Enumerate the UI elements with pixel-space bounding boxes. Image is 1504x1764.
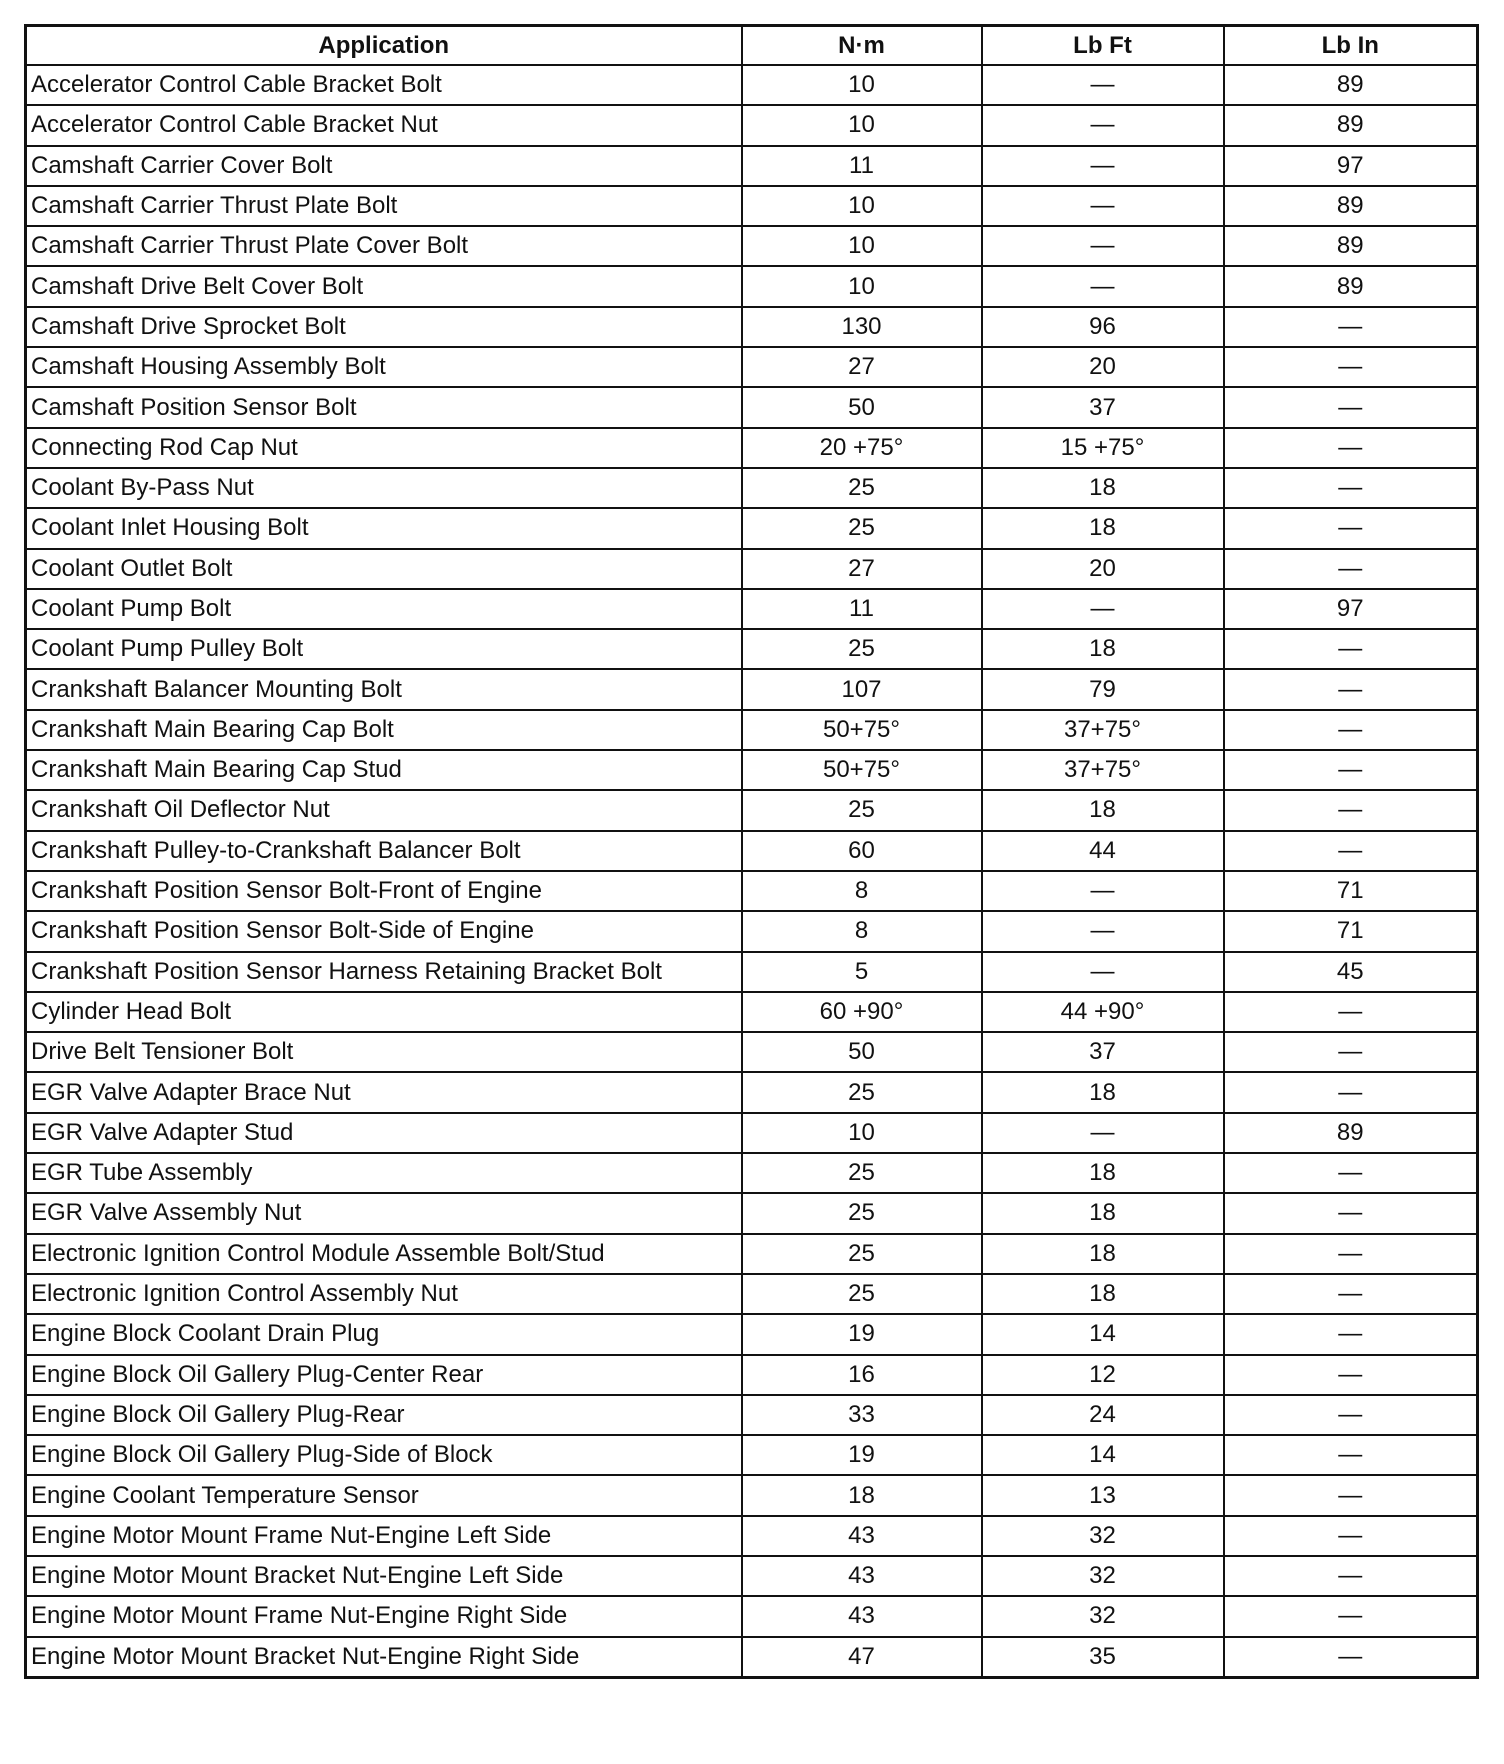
pound-feet-cell: —: [982, 266, 1224, 306]
pound-inches-cell: —: [1224, 1314, 1478, 1354]
pound-feet-cell: —: [982, 226, 1224, 266]
table-row: [26, 1556, 1478, 1596]
newton-meters-cell: 10: [742, 186, 982, 226]
pound-feet-cell: 96: [982, 307, 1224, 347]
application-cell: Crankshaft Main Bearing Cap Stud: [26, 750, 742, 790]
pound-feet-cell: —: [982, 911, 1224, 951]
pound-feet-cell: 44: [982, 831, 1224, 871]
pound-feet-cell: —: [982, 871, 1224, 911]
newton-meters-cell: 25: [742, 468, 982, 508]
pound-inches-cell: —: [1224, 750, 1478, 790]
pound-inches-cell: 89: [1224, 105, 1478, 145]
pound-inches-cell: —: [1224, 1516, 1478, 1556]
table-row: [26, 1355, 1478, 1395]
table-row: [26, 992, 1478, 1032]
pound-feet-cell: 18: [982, 790, 1224, 830]
application-cell: Coolant Outlet Bolt: [26, 549, 742, 589]
pound-inches-cell: —: [1224, 790, 1478, 830]
pound-inches-cell: —: [1224, 1274, 1478, 1314]
table-row: [26, 1113, 1478, 1153]
pound-inches-cell: —: [1224, 669, 1478, 709]
newton-meters-cell: 19: [742, 1314, 982, 1354]
pound-inches-cell: 89: [1224, 186, 1478, 226]
pound-feet-cell: 79: [982, 669, 1224, 709]
pound-inches-cell: —: [1224, 428, 1478, 468]
table-row: [26, 307, 1478, 347]
newton-meters-cell: 50+75°: [742, 750, 982, 790]
pound-feet-cell: —: [982, 146, 1224, 186]
table-row: [26, 710, 1478, 750]
table-row: [26, 549, 1478, 589]
application-cell: Electronic Ignition Control Assembly Nut: [26, 1274, 742, 1314]
table-row: [26, 952, 1478, 992]
pound-inches-cell: —: [1224, 387, 1478, 427]
newton-meters-cell: 25: [742, 1274, 982, 1314]
application-cell: Electronic Ignition Control Module Assemble Bolt/Stud: [26, 1234, 742, 1274]
application-cell: EGR Valve Adapter Stud: [26, 1113, 742, 1153]
application-cell: Crankshaft Position Sensor Harness Retaining Bracket Bolt: [26, 952, 742, 992]
newton-meters-cell: 27: [742, 549, 982, 589]
table-row: [26, 1475, 1478, 1515]
pound-feet-cell: 37: [982, 387, 1224, 427]
table-row: [26, 1596, 1478, 1636]
table-row: [26, 750, 1478, 790]
table-row: [26, 428, 1478, 468]
application-cell: Coolant Pump Pulley Bolt: [26, 629, 742, 669]
table-row: [26, 1234, 1478, 1274]
table-row: [26, 508, 1478, 548]
newton-meters-cell: 25: [742, 508, 982, 548]
table-row: [26, 347, 1478, 387]
application-cell: Camshaft Drive Sprocket Bolt: [26, 307, 742, 347]
pound-feet-cell: —: [982, 105, 1224, 145]
pound-inches-cell: 89: [1224, 65, 1478, 105]
pound-feet-cell: —: [982, 65, 1224, 105]
application-cell: Engine Block Oil Gallery Plug-Side of Block: [26, 1435, 742, 1475]
pound-feet-cell: 14: [982, 1435, 1224, 1475]
newton-meters-cell: 5: [742, 952, 982, 992]
torque-specifications-table: [24, 24, 1479, 1679]
table-row: [26, 871, 1478, 911]
table-row: [26, 186, 1478, 226]
newton-meters-cell: 25: [742, 1153, 982, 1193]
newton-meters-cell: 25: [742, 629, 982, 669]
newton-meters-cell: 25: [742, 1072, 982, 1112]
table-row: [26, 1395, 1478, 1435]
pound-feet-cell: 37: [982, 1032, 1224, 1072]
pound-feet-cell: 13: [982, 1475, 1224, 1515]
pound-feet-cell: 32: [982, 1596, 1224, 1636]
application-cell: EGR Valve Assembly Nut: [26, 1193, 742, 1233]
newton-meters-cell: 10: [742, 266, 982, 306]
newton-meters-cell: 60 +90°: [742, 992, 982, 1032]
pound-feet-cell: 18: [982, 629, 1224, 669]
newton-meters-cell: 50+75°: [742, 710, 982, 750]
table-row: [26, 1516, 1478, 1556]
pound-feet-cell: 18: [982, 468, 1224, 508]
application-cell: Coolant Inlet Housing Bolt: [26, 508, 742, 548]
table-row: [26, 387, 1478, 427]
table-row: [26, 1637, 1478, 1678]
pound-inches-cell: 89: [1224, 226, 1478, 266]
pound-feet-cell: 35: [982, 1637, 1224, 1678]
pound-feet-cell: —: [982, 186, 1224, 226]
table-row: [26, 146, 1478, 186]
application-cell: Cylinder Head Bolt: [26, 992, 742, 1032]
newton-meters-cell: 18: [742, 1475, 982, 1515]
application-cell: Coolant By-Pass Nut: [26, 468, 742, 508]
table-row: [26, 629, 1478, 669]
application-cell: Camshaft Carrier Thrust Plate Bolt: [26, 186, 742, 226]
newton-meters-cell: 8: [742, 911, 982, 951]
application-cell: Crankshaft Position Sensor Bolt-Side of Engine: [26, 911, 742, 951]
newton-meters-cell: 10: [742, 226, 982, 266]
newton-meters-cell: 25: [742, 1193, 982, 1233]
pound-feet-cell: 12: [982, 1355, 1224, 1395]
newton-meters-cell: 10: [742, 1113, 982, 1153]
table-body: [26, 65, 1478, 1677]
column-header-pound-feet: Lb Ft: [982, 26, 1224, 66]
pound-inches-cell: —: [1224, 629, 1478, 669]
application-cell: Engine Motor Mount Frame Nut-Engine Left Side: [26, 1516, 742, 1556]
pound-feet-cell: —: [982, 952, 1224, 992]
application-cell: Camshaft Carrier Cover Bolt: [26, 146, 742, 186]
application-cell: Engine Block Coolant Drain Plug: [26, 1314, 742, 1354]
pound-inches-cell: —: [1224, 1193, 1478, 1233]
column-header-pound-inches: Lb In: [1224, 26, 1478, 66]
application-cell: Engine Block Oil Gallery Plug-Center Rear: [26, 1355, 742, 1395]
pound-feet-cell: —: [982, 1113, 1224, 1153]
pound-inches-cell: 97: [1224, 589, 1478, 629]
pound-feet-cell: 18: [982, 1153, 1224, 1193]
newton-meters-cell: 130: [742, 307, 982, 347]
pound-inches-cell: —: [1224, 468, 1478, 508]
pound-inches-cell: 89: [1224, 266, 1478, 306]
pound-feet-cell: 20: [982, 347, 1224, 387]
application-cell: Camshaft Carrier Thrust Plate Cover Bolt: [26, 226, 742, 266]
table-row: [26, 1435, 1478, 1475]
table-row: [26, 1153, 1478, 1193]
column-header-newton-meters: N·m: [742, 26, 982, 66]
pound-inches-cell: —: [1224, 1556, 1478, 1596]
pound-feet-cell: 18: [982, 1072, 1224, 1112]
application-cell: EGR Valve Adapter Brace Nut: [26, 1072, 742, 1112]
pound-inches-cell: —: [1224, 1072, 1478, 1112]
pound-feet-cell: 24: [982, 1395, 1224, 1435]
newton-meters-cell: 19: [742, 1435, 982, 1475]
pound-inches-cell: —: [1224, 1153, 1478, 1193]
pound-feet-cell: 15 +75°: [982, 428, 1224, 468]
pound-inches-cell: —: [1224, 1435, 1478, 1475]
table-row: [26, 911, 1478, 951]
application-cell: Camshaft Position Sensor Bolt: [26, 387, 742, 427]
table-row: [26, 1274, 1478, 1314]
torque-specifications-sheet: [24, 24, 1476, 1679]
application-cell: Engine Motor Mount Frame Nut-Engine Right Side: [26, 1596, 742, 1636]
table-row: [26, 468, 1478, 508]
application-cell: Crankshaft Oil Deflector Nut: [26, 790, 742, 830]
application-cell: Engine Motor Mount Bracket Nut-Engine Left Side: [26, 1556, 742, 1596]
application-cell: Engine Coolant Temperature Sensor: [26, 1475, 742, 1515]
pound-feet-cell: 14: [982, 1314, 1224, 1354]
application-cell: Coolant Pump Bolt: [26, 589, 742, 629]
application-cell: Drive Belt Tensioner Bolt: [26, 1032, 742, 1072]
pound-feet-cell: 37+75°: [982, 750, 1224, 790]
pound-inches-cell: —: [1224, 831, 1478, 871]
newton-meters-cell: 8: [742, 871, 982, 911]
application-cell: Accelerator Control Cable Bracket Nut: [26, 105, 742, 145]
table-row: [26, 831, 1478, 871]
newton-meters-cell: 27: [742, 347, 982, 387]
table-row: [26, 266, 1478, 306]
application-cell: Camshaft Drive Belt Cover Bolt: [26, 266, 742, 306]
application-cell: Crankshaft Pulley-to-Crankshaft Balancer Bolt: [26, 831, 742, 871]
pound-feet-cell: 44 +90°: [982, 992, 1224, 1032]
application-cell: Engine Motor Mount Bracket Nut-Engine Right Side: [26, 1637, 742, 1678]
newton-meters-cell: 60: [742, 831, 982, 871]
pound-inches-cell: —: [1224, 1234, 1478, 1274]
pound-inches-cell: —: [1224, 1395, 1478, 1435]
pound-inches-cell: —: [1224, 307, 1478, 347]
table-row: [26, 669, 1478, 709]
pound-inches-cell: 97: [1224, 146, 1478, 186]
newton-meters-cell: 50: [742, 1032, 982, 1072]
pound-inches-cell: —: [1224, 1596, 1478, 1636]
application-cell: Connecting Rod Cap Nut: [26, 428, 742, 468]
pound-feet-cell: 20: [982, 549, 1224, 589]
newton-meters-cell: 33: [742, 1395, 982, 1435]
pound-feet-cell: 18: [982, 1193, 1224, 1233]
newton-meters-cell: 11: [742, 589, 982, 629]
table-row: [26, 1072, 1478, 1112]
pound-feet-cell: 18: [982, 1234, 1224, 1274]
pound-inches-cell: 45: [1224, 952, 1478, 992]
newton-meters-cell: 50: [742, 387, 982, 427]
newton-meters-cell: 47: [742, 1637, 982, 1678]
newton-meters-cell: 20 +75°: [742, 428, 982, 468]
table-row: [26, 65, 1478, 105]
pound-feet-cell: 18: [982, 1274, 1224, 1314]
table-row: [26, 1193, 1478, 1233]
newton-meters-cell: 25: [742, 790, 982, 830]
newton-meters-cell: 16: [742, 1355, 982, 1395]
pound-feet-cell: 37+75°: [982, 710, 1224, 750]
pound-feet-cell: 18: [982, 508, 1224, 548]
newton-meters-cell: 107: [742, 669, 982, 709]
application-cell: Engine Block Oil Gallery Plug-Rear: [26, 1395, 742, 1435]
newton-meters-cell: 10: [742, 105, 982, 145]
table-row: [26, 1032, 1478, 1072]
application-cell: EGR Tube Assembly: [26, 1153, 742, 1193]
pound-inches-cell: 89: [1224, 1113, 1478, 1153]
pound-inches-cell: —: [1224, 347, 1478, 387]
pound-inches-cell: —: [1224, 1355, 1478, 1395]
pound-feet-cell: 32: [982, 1516, 1224, 1556]
newton-meters-cell: 25: [742, 1234, 982, 1274]
newton-meters-cell: 43: [742, 1556, 982, 1596]
pound-inches-cell: —: [1224, 1637, 1478, 1678]
table-row: [26, 1314, 1478, 1354]
table-row: [26, 105, 1478, 145]
pound-inches-cell: —: [1224, 710, 1478, 750]
table-row: [26, 226, 1478, 266]
application-cell: Crankshaft Balancer Mounting Bolt: [26, 669, 742, 709]
pound-inches-cell: —: [1224, 992, 1478, 1032]
column-header-application: Application: [26, 26, 742, 66]
newton-meters-cell: 10: [742, 65, 982, 105]
pound-feet-cell: 32: [982, 1556, 1224, 1596]
pound-inches-cell: 71: [1224, 871, 1478, 911]
newton-meters-cell: 11: [742, 146, 982, 186]
pound-inches-cell: —: [1224, 508, 1478, 548]
pound-inches-cell: 71: [1224, 911, 1478, 951]
application-cell: Accelerator Control Cable Bracket Bolt: [26, 65, 742, 105]
table-row: [26, 790, 1478, 830]
pound-feet-cell: —: [982, 589, 1224, 629]
application-cell: Camshaft Housing Assembly Bolt: [26, 347, 742, 387]
newton-meters-cell: 43: [742, 1516, 982, 1556]
pound-inches-cell: —: [1224, 1475, 1478, 1515]
newton-meters-cell: 43: [742, 1596, 982, 1636]
table-header-row: [26, 26, 1478, 66]
application-cell: Crankshaft Main Bearing Cap Bolt: [26, 710, 742, 750]
pound-inches-cell: —: [1224, 1032, 1478, 1072]
application-cell: Crankshaft Position Sensor Bolt-Front of Engine: [26, 871, 742, 911]
table-row: [26, 589, 1478, 629]
pound-inches-cell: —: [1224, 549, 1478, 589]
